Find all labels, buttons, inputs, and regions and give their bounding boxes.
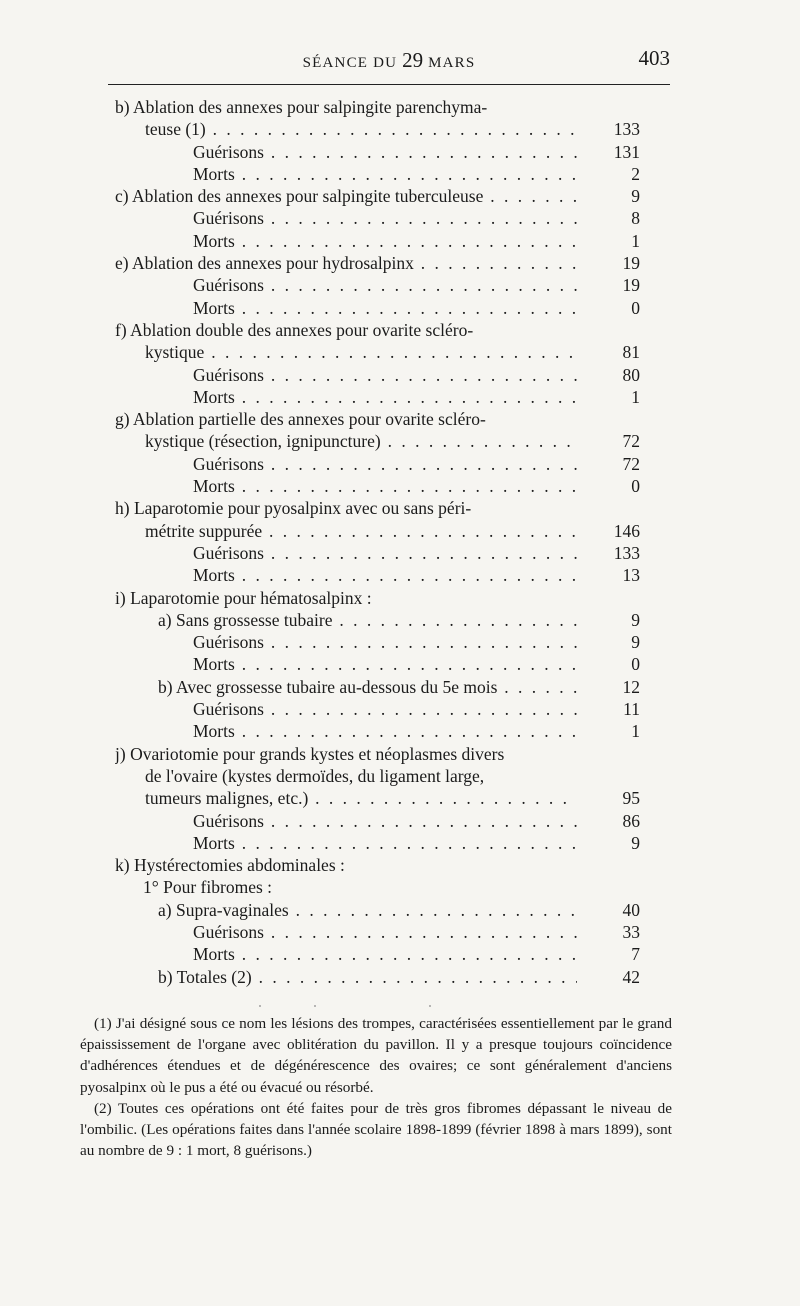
entry-line: [0, 96, 800, 118]
entry-value: 9: [631, 832, 640, 853]
entry-line: [0, 832, 800, 854]
page-number: 403: [638, 46, 670, 70]
header-rule: [108, 84, 670, 85]
entry-label: kystique (résection, ignipuncture) . . .: [145, 430, 577, 452]
entry-label: b) Totales (2) . . .: [158, 966, 577, 988]
entry-line: [0, 453, 800, 475]
entry-value: 9: [631, 609, 640, 630]
entry-value: 9: [631, 186, 640, 207]
entry-value: 146: [613, 520, 640, 541]
entry-line: [0, 743, 800, 765]
entry-value: 7: [631, 944, 640, 965]
entry-line: [0, 876, 800, 898]
entry-value: 72: [622, 453, 640, 474]
entry-line: [0, 542, 800, 564]
entry-label: Guérisons . . .: [193, 141, 577, 163]
entry-value: 95: [622, 788, 640, 809]
entry-label: Morts . . .: [193, 230, 577, 252]
entry-value: 0: [631, 654, 640, 675]
entry-label: Morts . . .: [193, 475, 577, 497]
entry-value: 0: [631, 297, 640, 318]
entry-line: [0, 943, 800, 965]
header-title-prefix: SÉANCE DU: [302, 55, 398, 71]
entry-line: [0, 698, 800, 720]
header-title-month: MARS: [428, 55, 476, 71]
statistics-list: [0, 96, 800, 988]
entry-value: 19: [622, 275, 640, 296]
entry-label: teuse (1) . . .: [145, 118, 577, 140]
entry-line: [0, 765, 800, 787]
entry-line: [0, 386, 800, 408]
entry-label: Guérisons . . .: [193, 453, 577, 475]
entry-value: 80: [622, 364, 640, 385]
entry-label: Guérisons . . .: [193, 207, 577, 229]
entry-label: g) Ablation partielle des annexes pour ovarite scléro-: [115, 409, 486, 430]
entry-line: [0, 609, 800, 631]
entry-value: 42: [622, 966, 640, 987]
entry-label: e) Ablation des annexes pour hydrosalpinx . . .: [115, 252, 577, 274]
entry-value: 133: [613, 542, 640, 563]
entry-line: [0, 899, 800, 921]
entry-value: 40: [622, 899, 640, 920]
entry-label: Guérisons . . .: [193, 698, 577, 720]
entry-value: 1: [631, 230, 640, 251]
entry-label: tumeurs malignes, etc.) . . .: [145, 787, 577, 809]
entry-line: [0, 497, 800, 519]
entry-line: [0, 676, 800, 698]
entry-line: [0, 921, 800, 943]
entry-label: Guérisons . . .: [193, 631, 577, 653]
entry-line: [0, 810, 800, 832]
entry-line: [0, 631, 800, 653]
entry-line: [0, 966, 800, 988]
entry-value: 13: [622, 565, 640, 586]
entry-label: Morts . . .: [193, 943, 577, 965]
footnote-1: (1) J'ai désigné sous ce nom les lésions des trompes, caractérisées essentiellement par le grand épaississement de l'organe avec oblitération du pavillon. Il y a presque toujours coïncidence d'adhérences étendues et de dégénérescence des ovaires; ce sont généralement d'anciens pyosalpinx où le pus a été ou évacué ou résorbé.: [80, 1015, 672, 1096]
entry-label: Morts . . .: [193, 297, 577, 319]
entry-label: Morts . . .: [193, 386, 577, 408]
entry-label: Morts . . .: [193, 564, 577, 586]
entry-line: [0, 653, 800, 675]
entry-line: [0, 854, 800, 876]
entry-label: Guérisons . . .: [193, 921, 577, 943]
entry-line: [0, 118, 800, 140]
entry-label: b) Ablation des annexes pour salpingite parenchyma-: [115, 97, 488, 117]
entry-label: b) Avec grossesse tubaire au-dessous du 5e mois . . .: [158, 676, 577, 698]
entry-label: Morts . . .: [193, 832, 577, 854]
entry-value: 0: [631, 476, 640, 497]
entry-label: kystique . . .: [145, 341, 577, 363]
footnote-2: (2) Toutes ces opérations ont été faites pour de très gros fibromes dépassant le niveau de l'ombilic. (Les opérations faites dans l'année scolaire 1898-1899 (février 1898 à mars 1899), sont au nombre de 9 : 1 mort, 8 guérisons.): [80, 1099, 672, 1160]
entry-line: [0, 141, 800, 163]
entry-value: 2: [631, 163, 640, 184]
entry-value: 1: [631, 721, 640, 742]
entry-line: [0, 319, 800, 341]
entry-label: Morts . . .: [193, 163, 577, 185]
entry-label: j) Ovariotomie pour grands kystes et néoplasmes divers: [115, 743, 505, 764]
entry-label: f) Ablation double des annexes pour ovarite scléro-: [115, 319, 474, 340]
entry-line: [0, 364, 800, 386]
entry-label: a) Supra-vaginales . . .: [158, 899, 577, 921]
entry-label: 1° Pour fibromes :: [143, 877, 273, 898]
entry-line: [0, 341, 800, 363]
entry-line: [0, 207, 800, 229]
entry-label: k) Hystérectomies abdominales :: [115, 855, 345, 876]
entry-value: 133: [613, 119, 640, 140]
entry-line: [0, 720, 800, 742]
entry-label: Guérisons . . .: [193, 542, 577, 564]
entry-line: [0, 230, 800, 252]
entry-value: 8: [631, 208, 640, 229]
entry-value: 86: [622, 810, 640, 831]
entry-label: Morts . . .: [193, 653, 577, 675]
entry-line: [0, 564, 800, 586]
entry-value: 1: [631, 386, 640, 407]
entry-line: [0, 274, 800, 296]
header-title: [108, 48, 670, 73]
entry-value: 19: [622, 253, 640, 274]
entry-value: 12: [622, 676, 640, 697]
entry-line: [0, 408, 800, 430]
entry-label: Guérisons . . .: [193, 364, 577, 386]
entry-line: [0, 430, 800, 452]
running-header: [108, 46, 670, 76]
entry-label: Morts . . .: [193, 720, 577, 742]
entry-line: [0, 163, 800, 185]
entry-value: 9: [631, 632, 640, 653]
entry-value: 131: [613, 141, 640, 162]
footnotes: [80, 1013, 672, 1161]
entry-label: h) Laparotomie pour pyosalpinx avec ou sans péri-: [115, 498, 472, 519]
entry-line: [0, 520, 800, 542]
entry-line: [0, 587, 800, 609]
entry-label: a) Sans grossesse tubaire . . .: [158, 609, 577, 631]
entry-label: c) Ablation des annexes pour salpingite tuberculeuse . . .: [115, 185, 577, 207]
entry-label: de l'ovaire (kystes dermoïdes, du ligament large,: [145, 765, 485, 786]
entry-line: [0, 475, 800, 497]
header-title-day: 29: [402, 48, 424, 72]
entry-label: métrite suppurée . . .: [145, 520, 577, 542]
entry-label: i) Laparotomie pour hématosalpinx :: [115, 587, 372, 608]
entry-label: Guérisons . . .: [193, 810, 577, 832]
entry-value: 33: [622, 921, 640, 942]
entry-line: [0, 252, 800, 274]
separator-dots: [110, 1003, 670, 1009]
entry-value: 81: [622, 342, 640, 363]
entry-line: [0, 787, 800, 809]
entry-label: Guérisons . . .: [193, 274, 577, 296]
entry-line: [0, 297, 800, 319]
entry-line: [0, 185, 800, 207]
entry-value: 72: [622, 431, 640, 452]
entry-value: 11: [623, 699, 640, 720]
